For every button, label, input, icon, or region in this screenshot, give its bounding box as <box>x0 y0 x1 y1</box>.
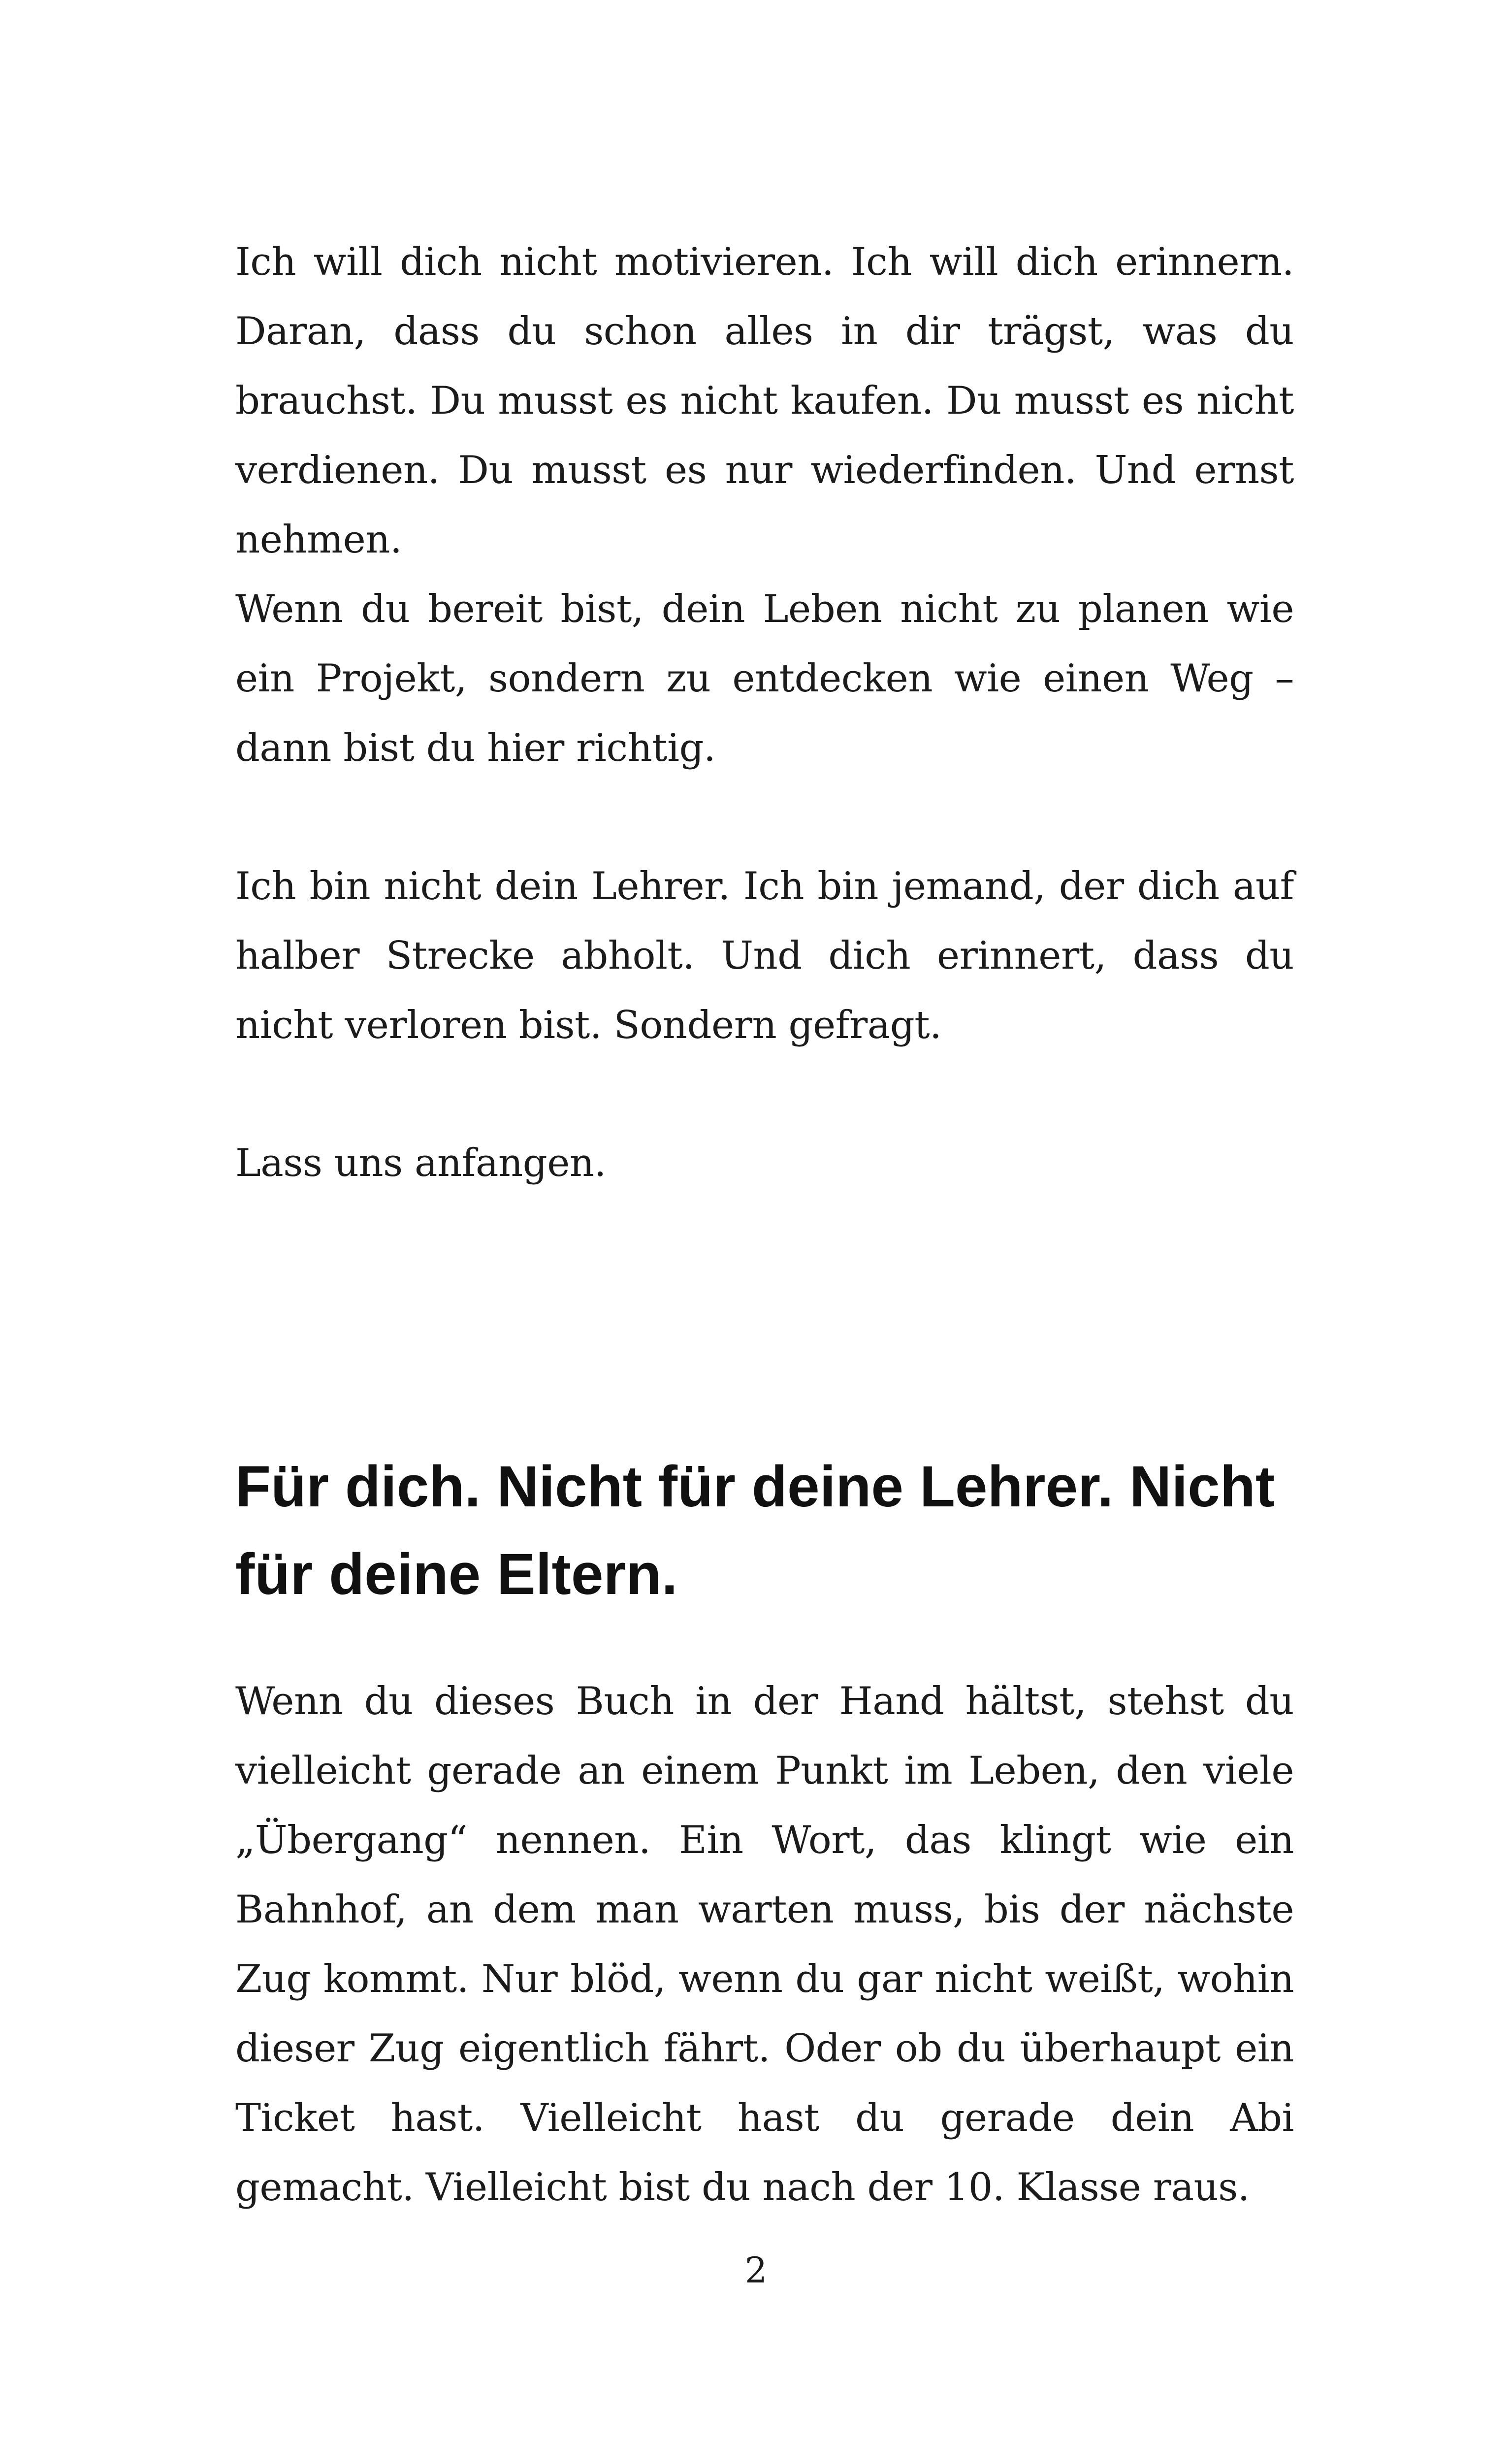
paragraph-not-teacher: Ich bin nicht dein Lehrer. Ich bin jemand, der dich auf halber Strecke abholt. Und dich erinnert, dass du nicht verloren bist. Sondern gefragt. <box>235 864 1294 1047</box>
paragraph-transition: Wenn du dieses Buch in der Hand hältst, stehst du vielleicht gerade an einem Punkt im Leben, den viele „Übergang“ nennen. Ein Wort, das klingt wie ein Bahnhof, an dem man warten muss, bis der nächste Zug kommt. Nur blöd, wenn du gar nicht weißt, wohin dieser Zug eigentlich fährt. Oder ob du überhaupt ein Ticket hast. Vielleicht hast du gerade dein Abi gemacht. Vielleicht bist du nach der 10. Klasse raus. <box>235 1679 1294 2210</box>
section-heading: Für dich. Nicht für deine Lehrer. Nicht für deine Eltern. <box>235 1454 1275 1607</box>
page-number: 2 <box>744 2249 768 2291</box>
paragraph-intro: Ich will dich nicht motivieren. Ich will dich erinnern. Daran, dass du schon alles in dir trägst, was du brauchst. Du musst es nicht kaufen. Du musst es nicht verdienen. Du musst es nur wiederfinden. Und ernst nehmen. <box>235 240 1294 562</box>
paragraph-start: Lass uns anfangen. <box>235 1141 606 1185</box>
paragraph-ready: Wenn du bereit bist, dein Leben nicht zu planen wie ein Projekt, sondern zu entdecken wie einen Weg – dann bist du hier richtig. <box>235 587 1294 770</box>
